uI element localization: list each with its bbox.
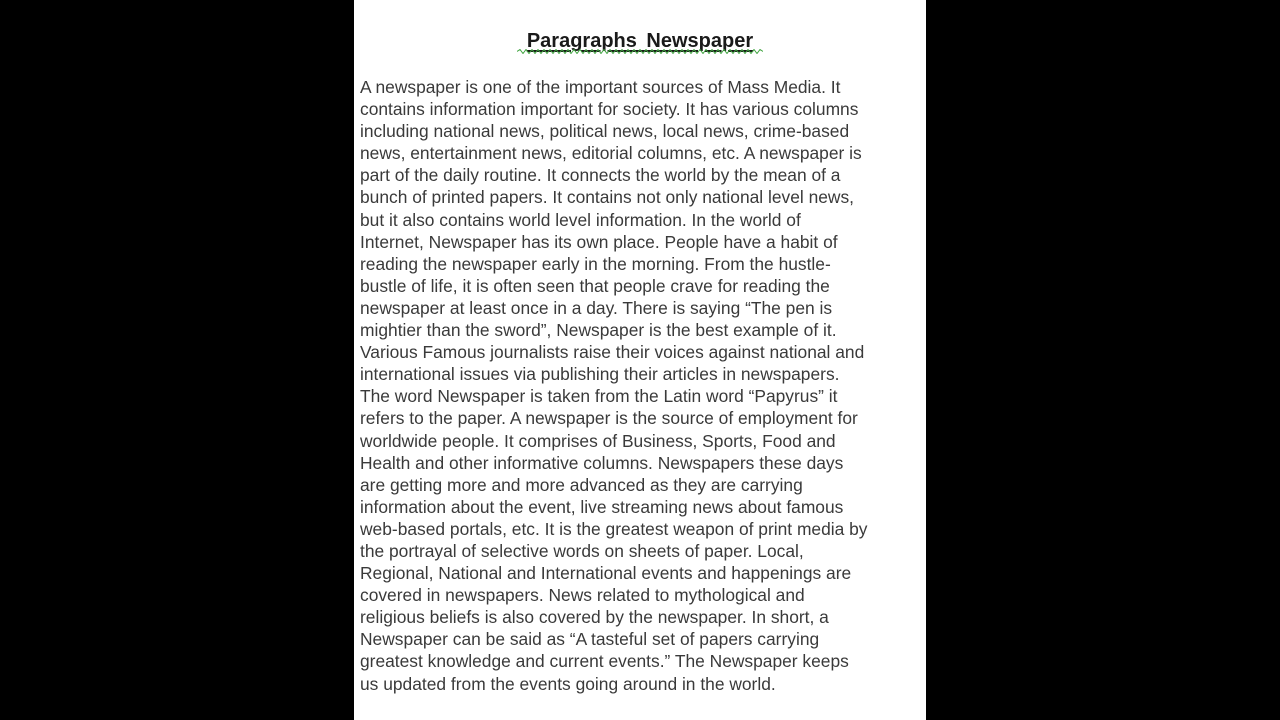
paragraph-line: us updated from the events going around in the world. bbox=[360, 673, 776, 694]
paragraph-line: including national news, political news, local news, crime-based bbox=[360, 121, 850, 142]
paragraph-line: Various Famous journalists raise their voices against national and bbox=[360, 342, 865, 363]
paragraph-line: refers to the paper. A newspaper is the source of employment for bbox=[360, 408, 858, 429]
paragraph-line: covered in newspapers. News related to mythological and bbox=[360, 585, 805, 606]
paragraph-line: Internet, Newspaper has its own place. People have a habit of bbox=[360, 231, 838, 252]
paragraph-line: but it also contains world level information. In the world of bbox=[360, 209, 801, 230]
paragraph-line: information about the event, live streaming news about famous bbox=[360, 496, 844, 517]
paragraph-line: the portrayal of selective words on sheets of paper. Local, bbox=[360, 540, 804, 561]
paragraph-line: part of the daily routine. It connects the world by the mean of a bbox=[360, 165, 841, 186]
document-page bbox=[354, 0, 926, 720]
paragraph-line: international issues via publishing their articles in newspapers. bbox=[360, 364, 840, 385]
paragraph-line: contains information important for society. It has various columns bbox=[360, 99, 859, 120]
paragraph-line: bunch of printed papers. It contains not only national level news, bbox=[360, 187, 855, 208]
paragraph-line: newspaper at least once in a day. There is saying “The pen is bbox=[360, 297, 833, 318]
paragraph-line: are getting more and more advanced as they are carrying bbox=[360, 474, 803, 495]
paragraph-line: Regional, National and International events and happenings are bbox=[360, 563, 852, 584]
paragraph-line: religious beliefs is also covered by the newspaper. In short, a bbox=[360, 607, 829, 628]
paragraph-line: news, entertainment news, editorial columns, etc. A newspaper is bbox=[360, 143, 862, 164]
paragraph-line: Health and other informative columns. Newspapers these days bbox=[360, 452, 844, 473]
paragraph-line: bustle of life, it is often seen that people crave for reading the bbox=[360, 275, 830, 296]
paragraph-line: mightier than the sword”, Newspaper is the best example of it. bbox=[360, 320, 837, 341]
paragraph-line: The word Newspaper is taken from the Latin word “Papyrus” it bbox=[360, 386, 838, 407]
paragraph-line: greatest knowledge and current events.” The Newspaper keeps bbox=[360, 651, 849, 672]
paragraph-line: web-based portals, etc. It is the greatest weapon of print media by bbox=[360, 518, 868, 539]
document-body bbox=[360, 76, 926, 695]
document-title-text: Paragraphs Newspaper bbox=[526, 30, 754, 52]
paragraph-line: reading the newspaper early in the morning. From the hustle- bbox=[360, 253, 831, 274]
paragraph-line: worldwide people. It comprises of Business, Sports, Food and bbox=[360, 430, 836, 451]
paragraph-line: Newspaper can be said as “A tasteful set of papers carrying bbox=[360, 629, 820, 650]
spellcheck-squiggle bbox=[517, 49, 763, 54]
paragraph-line: A newspaper is one of the important sources of Mass Media. It bbox=[360, 77, 841, 97]
